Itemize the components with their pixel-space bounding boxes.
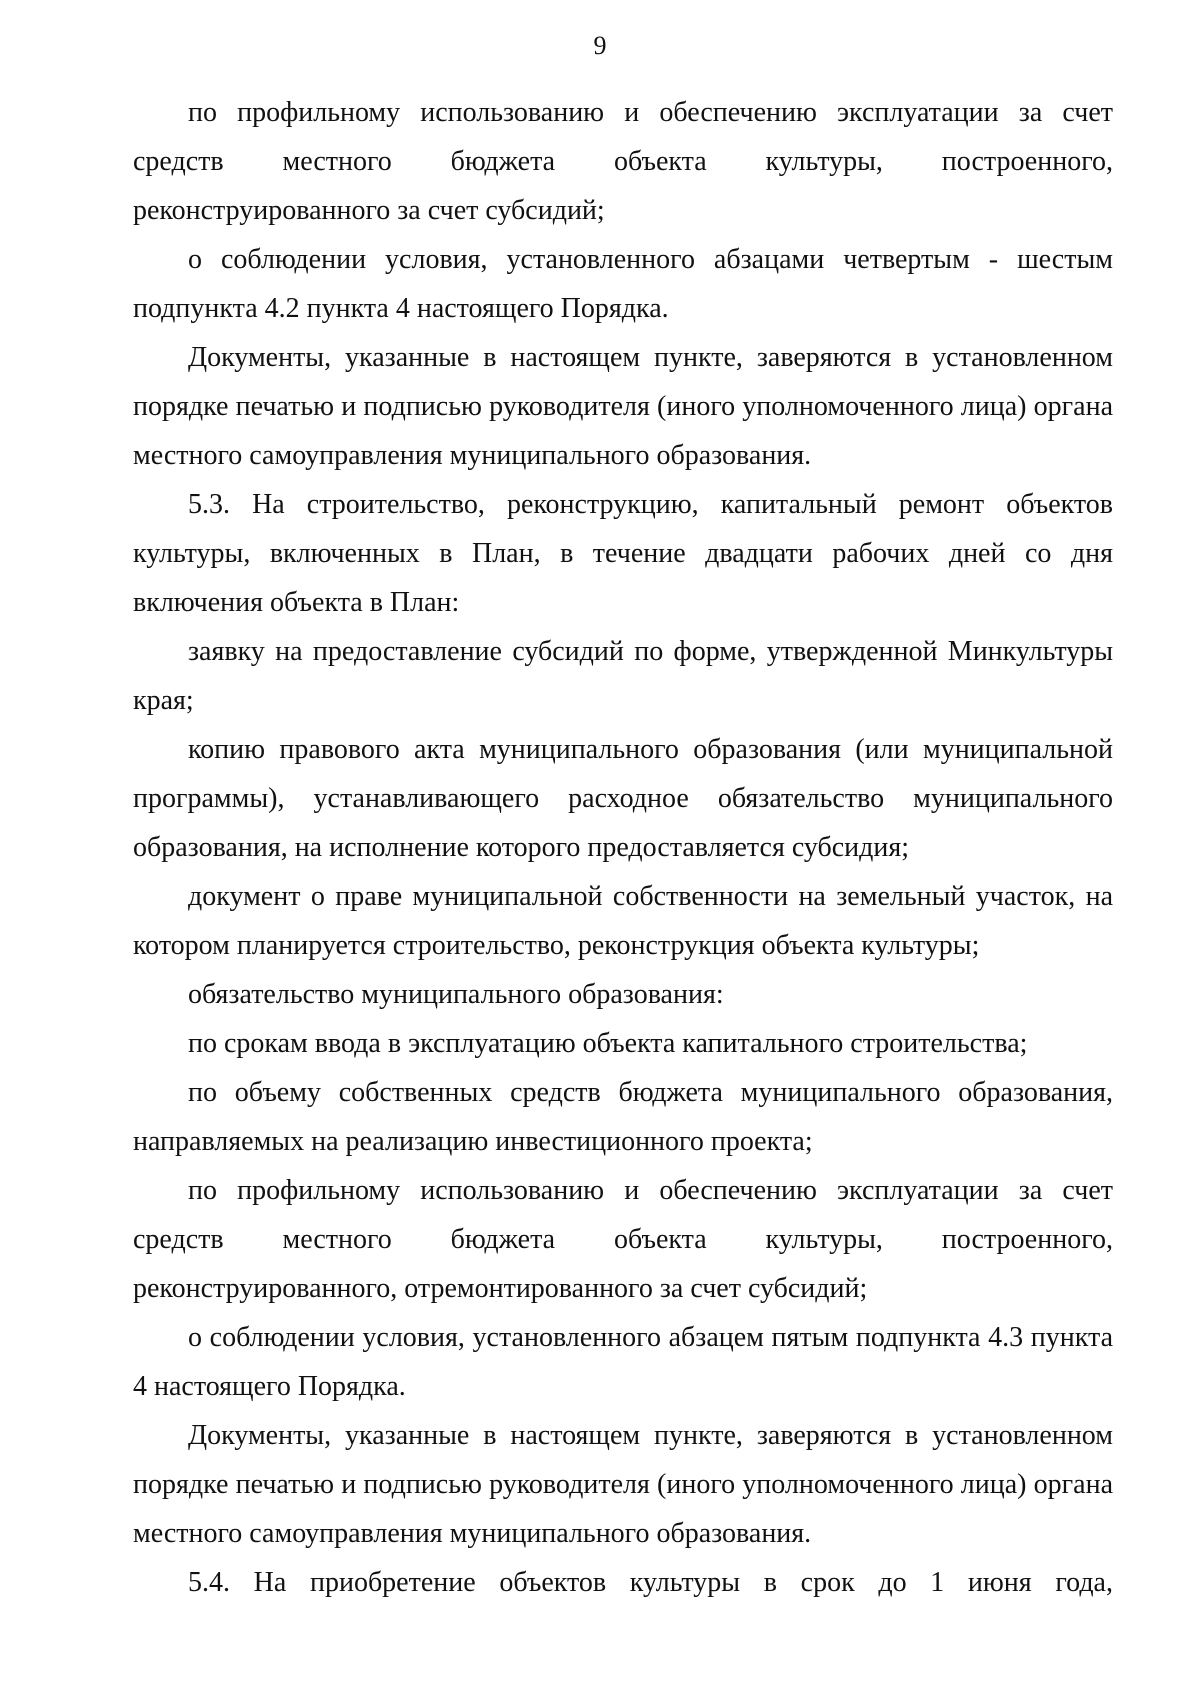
paragraph: 5.3. На строительство, реконструкцию, капитальный ремонт объектов культуры, включенных в План, в течение двадцати рабочих дней со дня включения объекта в План:	[133, 489, 1113, 618]
paragraph: заявку на предоставление субсидий по форме, утвержденной Минкультуры края;	[133, 636, 1113, 716]
paragraph: о соблюдении условия, установленного абзацем пятым подпункта 4.3 пункта 4 настоящего Порядка.	[133, 1322, 1113, 1402]
paragraph: о соблюдении условия, установленного абзацами четвертым - шестым подпункта 4.2 пункта 4 настоящего Порядка.	[133, 244, 1113, 324]
document-body	[133, 88, 1113, 1607]
paragraph: Документы, указанные в настоящем пункте, заверяются в установленном порядке печатью и подписью руководителя (иного уполномоченного лица) органа местного самоуправления муниципального образования.	[133, 342, 1113, 471]
page-number: 9	[593, 31, 607, 60]
paragraph: копию правового акта муниципального образования (или муниципальной программы), устанавливающего расходное обязательство муниципального образования, на исполнение которого предоставляется субсидия;	[133, 734, 1113, 863]
paragraph: обязательство муниципального образования:	[188, 979, 724, 1010]
paragraph: по срокам ввода в эксплуатацию объекта капитального строительства;	[188, 1028, 1028, 1059]
paragraph: Документы, указанные в настоящем пункте, заверяются в установленном порядке печатью и подписью руководителя (иного уполномоченного лица) органа местного самоуправления муниципального образования.	[133, 1420, 1113, 1549]
paragraph: документ о праве муниципальной собственности на земельный участок, на котором планируется строительство, реконструкция объекта культуры;	[133, 881, 1113, 961]
paragraph: 5.4. На приобретение объектов культуры в срок до 1 июня года,	[188, 1567, 1113, 1598]
paragraph: по профильному использованию и обеспечению эксплуатации за счет средств местного бюджета объекта культуры, построенного, реконструированного за счет субсидий;	[133, 97, 1113, 226]
paragraph: по объему собственных средств бюджета муниципального образования, направляемых на реализацию инвестиционного проекта;	[133, 1077, 1113, 1157]
paragraph: по профильному использованию и обеспечению эксплуатации за счет средств местного бюджета объекта культуры, построенного, реконструированного, отремонтированного за счет субсидий;	[133, 1175, 1113, 1304]
